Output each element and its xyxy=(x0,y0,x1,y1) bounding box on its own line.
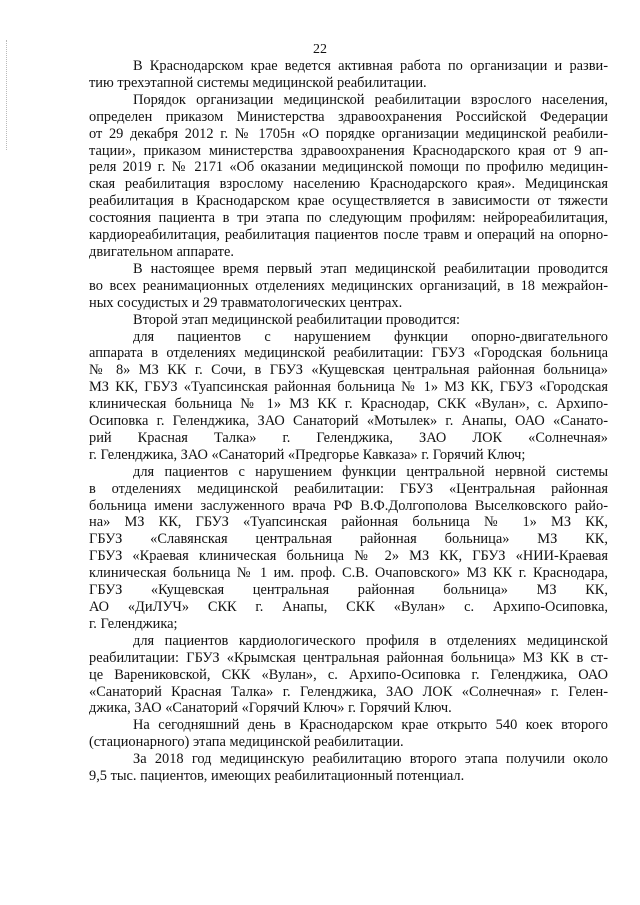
paragraph xyxy=(89,633,608,718)
text-line: двигательном аппарате. xyxy=(89,243,234,260)
page-number: 22 xyxy=(313,42,327,57)
text-line: Порядок организации медицинской реабилитации взрослого населения, xyxy=(133,91,608,108)
text-line: реабилитация в Краснодарском крае осуществляется в зависимости от тяжести xyxy=(89,193,608,210)
text-line: для пациентов с нарушением функции центральной нервной системы xyxy=(133,463,608,480)
paragraph xyxy=(89,717,608,751)
paragraph xyxy=(89,58,608,92)
text-line: На сегодняшний день в Краснодарском крае открыто 540 коек второго xyxy=(133,717,608,734)
text-line: ская реабилитация взрослому населению Краснодарского края». Медицинская xyxy=(89,176,608,193)
text-line: во всех реанимационных отделениях медицинских организаций, в 18 межрайон- xyxy=(89,277,608,294)
text-line: МЗ КК, ГБУЗ «Туапсинская районная больница № 1» МЗ КК, ГБУЗ «Городская xyxy=(89,379,608,396)
text-line: ГБУЗ «Краевая клиническая больница № 2» МЗ КК, ГБУЗ «НИИ-Краевая xyxy=(89,548,608,565)
text-line: тации», приказом министерства здравоохранения Краснодарского края от 9 ап- xyxy=(89,142,608,159)
text-line: 9,5 тыс. пациентов, имеющих реабилитационный потенциал. xyxy=(89,768,465,785)
text-line: ГБУЗ «Славянская центральная районная больница» МЗ КК, xyxy=(89,531,608,548)
text-line: состояния пациента в три этапа по следующим профилям: нейрореабилитация, xyxy=(89,210,608,227)
paragraph xyxy=(89,329,608,464)
text-line: ных сосудистых и 29 травматологических центрах. xyxy=(89,294,403,311)
text-line: на» МЗ КК, ГБУЗ «Туапсинская районная больница № 1» МЗ КК, xyxy=(89,514,608,531)
text-line: определен приказом Министерства здравоохранения Российской Федерации xyxy=(89,108,608,125)
text-line: для пациентов с нарушением функции опорно-двигательного xyxy=(133,328,608,345)
paragraph xyxy=(89,464,608,633)
text-line: (стационарного) этапа медицинской реабилитации. xyxy=(89,734,404,751)
text-line: г. Геленджика; xyxy=(89,615,178,632)
text-line: В Краснодарском крае ведется активная работа по организации и разви- xyxy=(133,58,608,74)
paragraph xyxy=(89,312,608,329)
text-line: реабилитации: ГБУЗ «Крымская центральная районная больница» МЗ КК в ст- xyxy=(89,649,608,666)
text-line: в отделениях медицинской реабилитации: ГБУЗ «Центральная районная xyxy=(89,480,608,497)
text-line: для пациентов кардиологического профиля в отделениях медицинской xyxy=(133,632,608,649)
document-body xyxy=(89,58,608,785)
text-line: клиническая больница № 1 им. проф. С.В. Очаповского» МЗ КК г. Краснодара, xyxy=(89,565,608,582)
text-line: аппарата в отделениях медицинской реабилитации: ГБУЗ «Городская больница xyxy=(89,345,608,362)
text-line: рий Красная Талка» г. Геленджика, ЗАО ЛОК «Солнечная» xyxy=(89,429,608,446)
text-line: № 8» МЗ КК г. Сочи, в ГБУЗ «Кущевская центральная районная больница» xyxy=(89,362,608,379)
text-line: джика, ЗАО «Санаторий «Горячий Ключ» г. Горячий Ключ. xyxy=(89,700,452,717)
text-line: АО «ДиЛУЧ» СКК г. Анапы, СКК «Вулан» с. Архипо-Осиповка, xyxy=(89,599,608,615)
text-line: Второй этап медицинской реабилитации проводится: xyxy=(133,311,460,328)
text-line: клиническая больница № 1» МЗ КК г. Краснодар, СКК «Вулан», с. Архипо- xyxy=(89,396,608,413)
text-line: кардиореабилитация, реабилитация пациентов после травм и операций на опорно- xyxy=(89,227,608,244)
text-line: реля 2019 г. № 2171 «Об оказании медицинской помощи по профилю медицин- xyxy=(89,159,608,176)
text-line: от 29 декабря 2012 г. № 1705н «О порядке организации медицинской реабили- xyxy=(89,125,608,142)
text-line: тию трехэтапной системы медицинской реабилитации. xyxy=(89,74,427,91)
text-line: г. Геленджика, ЗАО «Санаторий «Предгорье Кавказа» г. Горячий Ключ; xyxy=(89,446,526,463)
paragraph xyxy=(89,261,608,312)
text-line: За 2018 год медицинскую реабилитацию второго этапа получили около xyxy=(133,751,608,768)
text-line: це Варениковской, СКК «Вулан», с. Архипо-Осиповка г. Геленджика, ОАО xyxy=(89,666,608,683)
text-line: больница имени заслуженного врача РФ В.Ф.Долгополова Выселковского райо- xyxy=(89,497,608,514)
text-line: ГБУЗ «Кущевская центральная районная больница» МЗ КК, xyxy=(89,582,608,599)
text-line: В настоящее время первый этап медицинской реабилитации проводится xyxy=(133,260,608,277)
paragraph xyxy=(89,751,608,785)
text-line: Осиповка г. Геленджика, ЗАО Санаторий «Мотылек» г. Анапы, ОАО «Санато- xyxy=(89,413,608,430)
paragraph xyxy=(89,92,608,261)
text-line: «Санаторий Красная Талка» г. Геленджика, ЗАО ЛОК «Солнечная» г. Гелен- xyxy=(89,683,608,700)
